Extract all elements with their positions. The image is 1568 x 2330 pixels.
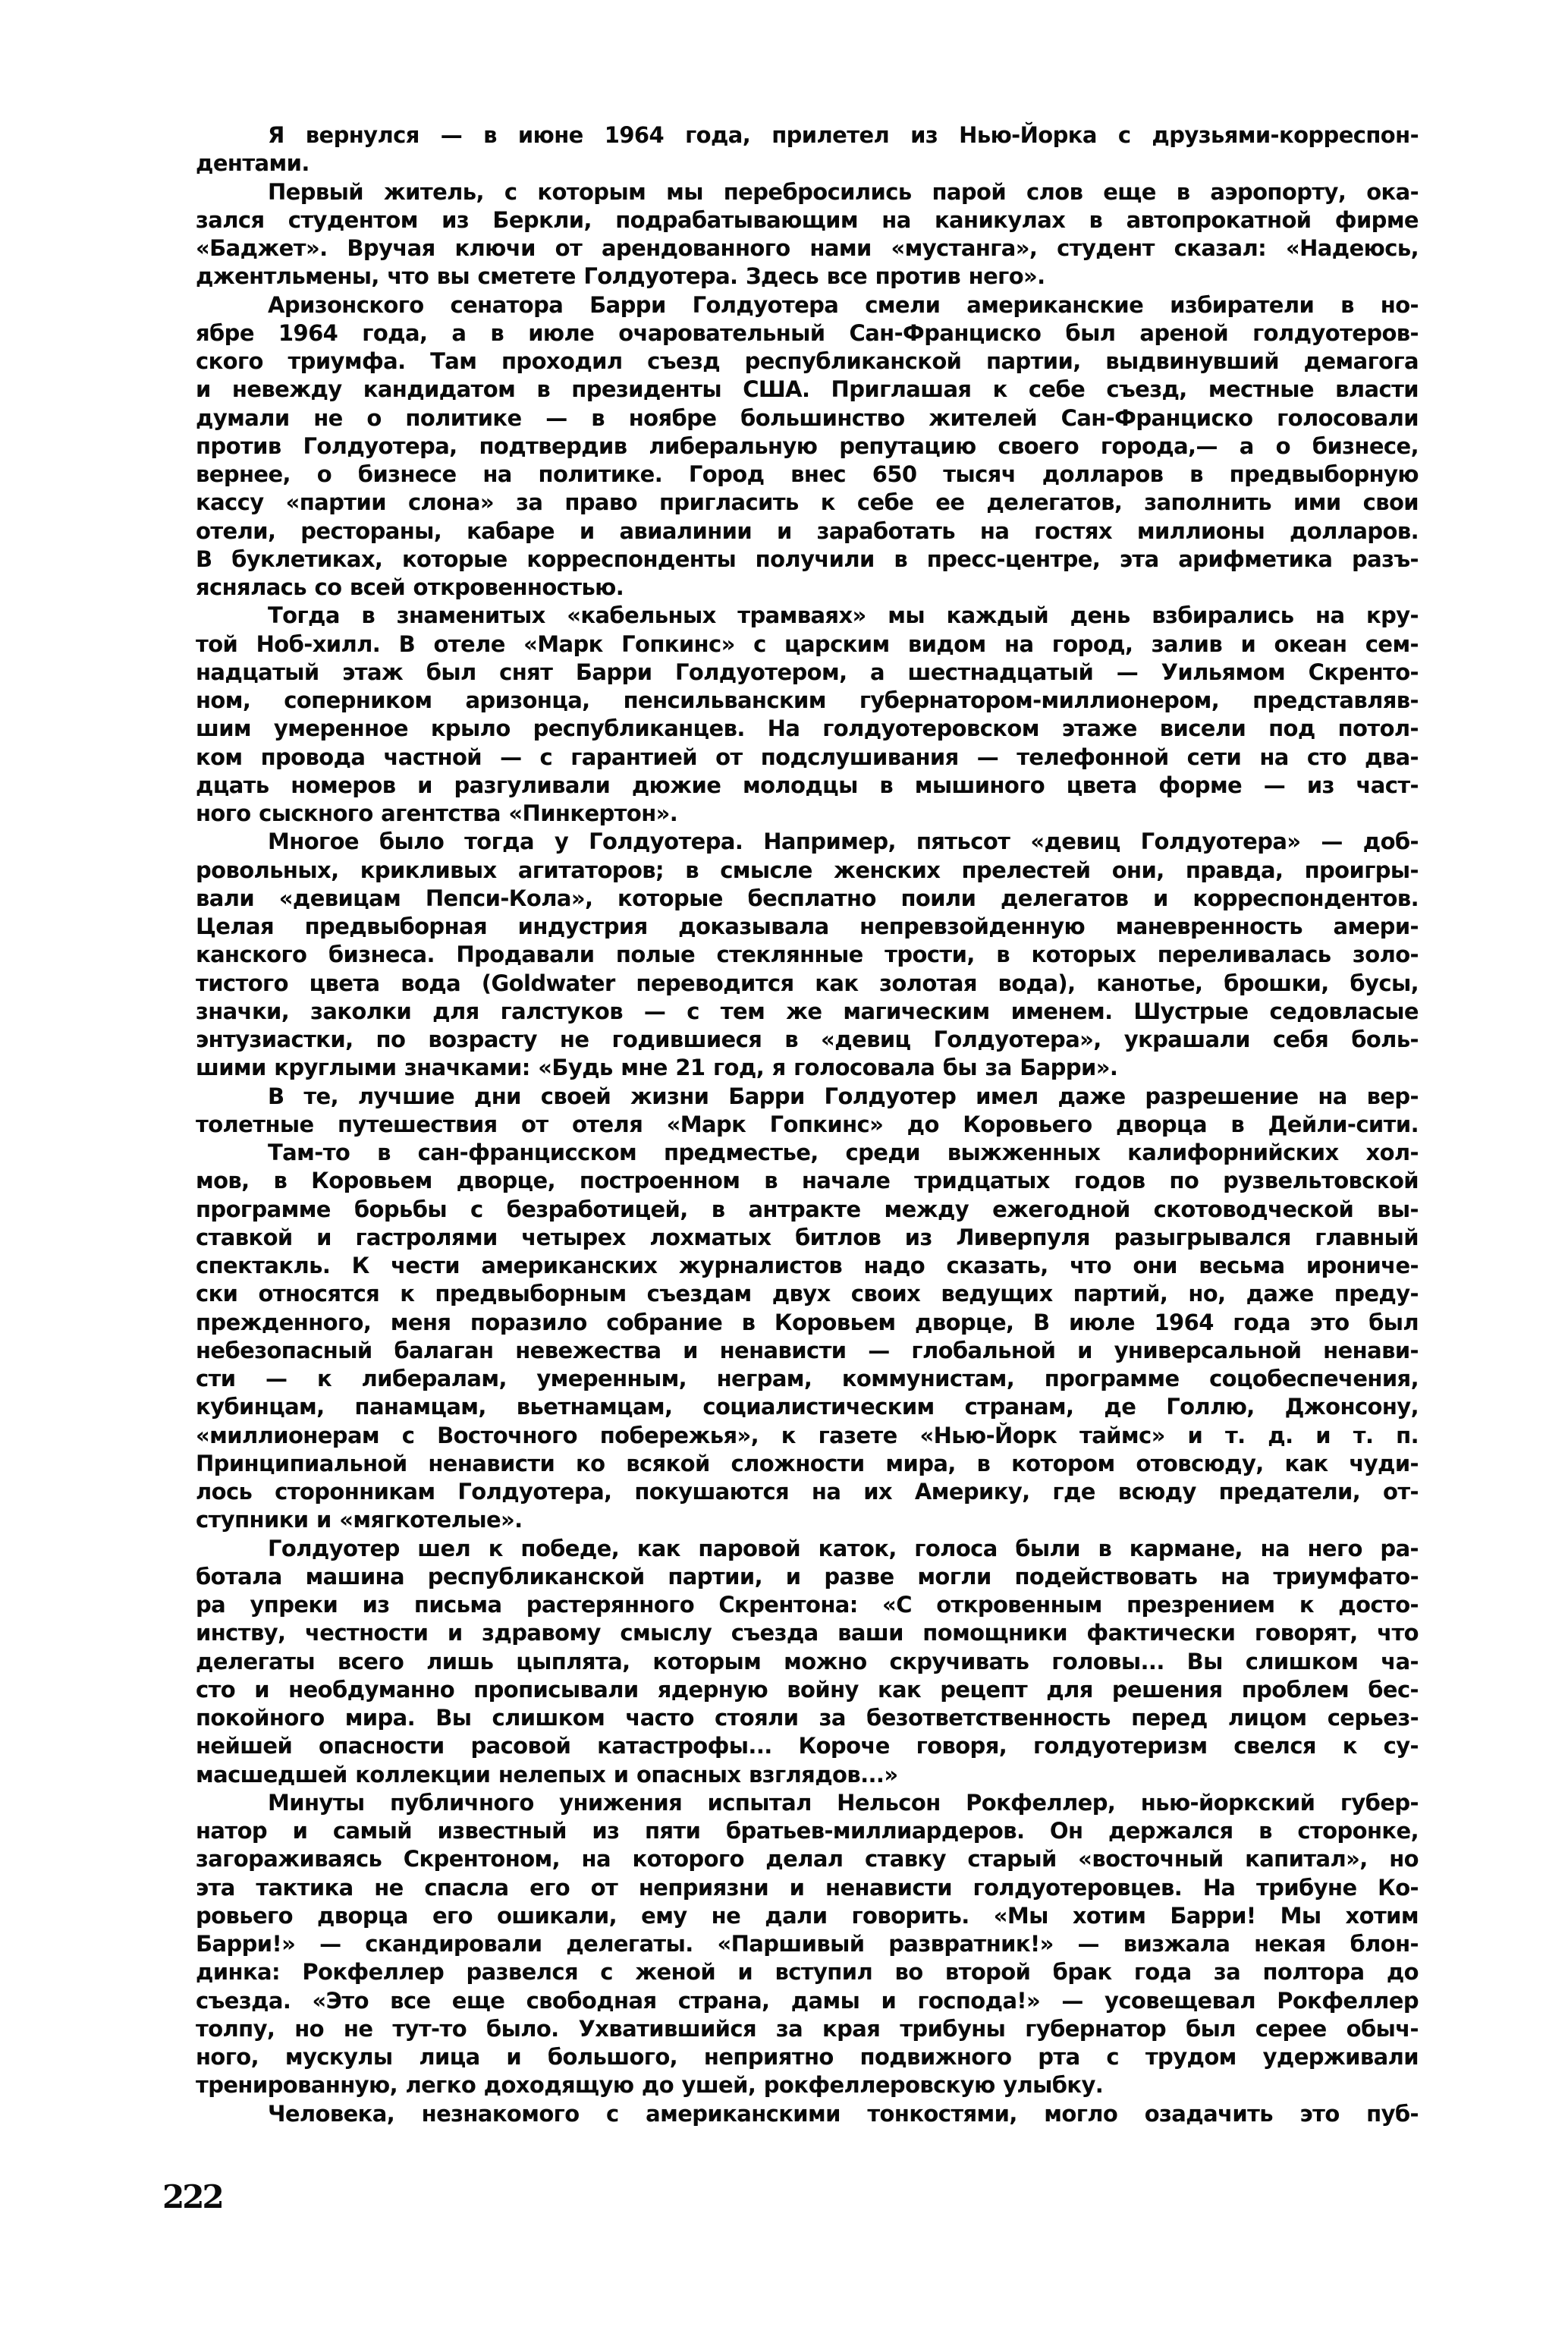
text-line: канского бизнеса. Продавали полые стеклянные трости, в которых переливалась золо- (196, 942, 1419, 968)
text-line: энтузиастки, по возрасту не годившиеся в «девиц Голдуотера», украшали себя боль- (196, 1027, 1419, 1052)
text-line: небезопасный балаган невежества и ненависти — глобальной и универсальной ненави- (196, 1337, 1419, 1363)
text-line: В те, лучшие дни своей жизни Барри Голдуотер имел даже разрешение на вер- (268, 1083, 1419, 1109)
text-line: Барри!» — скандировали делегаты. «Паршивый развратник!» — визжала некая блон- (196, 1931, 1419, 1957)
text-line: ного сыскного агентства «Пинкертон». (196, 800, 678, 826)
text-line: Там-то в сан-францисском предместье, среди выжженных калифорнийских хол- (268, 1140, 1419, 1165)
text-line: мов, в Коровьем дворце, построенном в начале тридцатых годов по рузвельтовской (196, 1168, 1419, 1194)
text-line: Принципиальной ненависти ко всякой сложности мира, в котором отовсюду, как чуди- (196, 1450, 1419, 1476)
text-line: ровольных, крикливых агитаторов; в смысле женских прелестей они, правда, проигры- (196, 857, 1419, 883)
text-line: спектакль. К чести американских журналистов надо сказать, что они весьма ирониче- (196, 1253, 1419, 1278)
text-line: отели, рестораны, кабаре и авиалинии и заработать на гостях миллионы долларов. (196, 517, 1419, 544)
text-line: Аризонского сенатора Барри Голдуотера смели американские избиратели в но- (268, 291, 1419, 318)
text-line: ского триумфа. Там проходил съезд республиканской партии, выдвинувший демагога (196, 348, 1419, 374)
text-line: прежденного, меня поразило собрание в Коровьем дворце, В июле 1964 года это был (196, 1309, 1419, 1335)
text-line: эта тактика не спасла его от неприязни и ненависти голдуотеровцев. На трибуне Ко- (196, 1874, 1419, 1901)
text-line: сто и необдуманно прописывали ядерную войну как рецепт для решения проблем бес- (196, 1676, 1419, 1703)
text-line: зался студентом из Беркли, подрабатывающим на каникулах в автопрокатной фирме (196, 206, 1419, 233)
text-line: ного, мускулы лица и большого, неприятно подвижного рта с трудом удерживали (196, 2044, 1419, 2070)
text-line: покойного мира. Вы слишком часто стояли за безответственность перед лицом серьез- (196, 1705, 1419, 1731)
text-line: шим умеренное крыло республиканцев. На голдуотеровском этаже висели под потол- (196, 715, 1419, 742)
text-line: ровьего дворца его ошикали, ему не дали говорить. «Мы хотим Барри! Мы хотим (196, 1902, 1419, 1929)
text-line: толпу, но не тут-то было. Ухватившийся за края трибуны губернатор был серее обыч- (196, 2015, 1419, 2042)
text-line: значки, заколки для галстуков — с тем же магическим именем. Шустрые седовласые (196, 998, 1419, 1024)
text-line: инству, честности и здравому смыслу съезда ваши помощники фактически говорят, что (196, 1620, 1419, 1646)
text-line: той Ноб-хилл. В отеле «Марк Гопкинс» с царским видом на город, залив и океан сем- (196, 630, 1419, 657)
text-line: «Баджет». Вручая ключи от арендованного нами «мустанга», студент сказал: «Надеюсь, (196, 235, 1419, 261)
text-line: Я вернулся — в июне 1964 года, прилетел из Нью-Йорка с друзьями-корреспон- (268, 122, 1419, 148)
text-line: Тогда в знаменитых «кабельных трамваях» мы каждый день взбирались на кру- (268, 602, 1419, 629)
page-number: 222 (162, 2178, 222, 2215)
text-line: делегаты всего лишь цыплята, которым можно скручивать головы... Вы слишком ча- (196, 1648, 1419, 1674)
text-line: Целая предвыборная индустрия доказывала непревзойденную маневренность амери- (196, 913, 1419, 939)
text-line: масшедшей коллекции нелепых и опасных взглядов...» (196, 1761, 898, 1788)
text-line: динка: Рокфеллер развелся с женой и вступил во второй брак года за полтора до (196, 1959, 1419, 1986)
text-line: кассу «партии слона» за право пригласить к себе ее делегатов, заполнить ими свои (196, 489, 1419, 516)
text-line: вернее, о бизнесе на политике. Город внес 650 тысяч долларов в предвыборную (196, 461, 1419, 487)
text-line: ном, соперником аризонца, пенсильванским губернатором-миллионером, представляв- (196, 687, 1419, 713)
text-line: Минуты публичного унижения испытал Нельсон Рокфеллер, нью-йоркский губер- (268, 1789, 1419, 1816)
text-line: против Голдуотера, подтвердив либеральную репутацию своего города,— а о бизнесе, (196, 432, 1419, 459)
text-line: кубинцам, панамцам, вьетнамцам, социалистическим странам, де Голлю, Джонсону, (196, 1394, 1419, 1420)
text-line: съезда. «Это все еще свободная страна, дамы и господа!» — усовещевал Рокфеллер (196, 1987, 1419, 2014)
text-line: В буклетиках, которые корреспонденты получили в пресс-центре, эта арифметика разъ- (196, 546, 1419, 572)
text-line: ботала машина республиканской партии, и разве могли подействовать на триумфато- (196, 1563, 1419, 1589)
text-line: Человека, незнакомого с американскими тонкостями, могло озадачить это пуб- (268, 2100, 1419, 2127)
text-line: ставкой и гастролями четырех лохматых битлов из Ливерпуля разыгрывался главный (196, 1224, 1419, 1250)
text-line: тренированную, легко доходящую до ушей, рокфеллеровскую улыбку. (196, 2072, 1104, 2099)
text-line: джентльмены, что вы сметете Голдуотера. Здесь все против него». (196, 263, 1045, 290)
text-line: сти — к либералам, умеренным, неграм, коммунистам, программе соцобеспечения, (196, 1366, 1419, 1391)
text-line: нейшей опасности расовой катастрофы... Короче говоря, голдуотеризм свелся к су- (196, 1733, 1419, 1759)
text-line: ра упреки из письма растерянного Скрентона: «С откровенным презрением к досто- (196, 1592, 1419, 1618)
text-line: «миллионерам с Восточного побережья», к газете «Нью-Йорк таймс» и т. д. и т. п. (196, 1422, 1419, 1448)
text-line: тистого цвета вода (Goldwater переводится как золотая вода), канотье, брошки, бусы, (196, 970, 1419, 996)
text-line: толетные путешествия от отеля «Марк Гопкинс» до Коровьего дворца в Дейли-сити. (196, 1111, 1419, 1137)
text-line: ски относятся к предвыборным съездам двух своих ведущих партий, но, даже преду- (196, 1281, 1419, 1307)
text-line: дцать номеров и разгуливали дюжие молодцы в мышиного цвета форме — из част- (196, 772, 1419, 798)
text-line: загораживаясь Скрентоном, на которого делал ставку старый «восточный капитал», но (196, 1846, 1419, 1872)
text-line: натор и самый известный из пяти братьев-миллиардеров. Он держался в сторонке, (196, 1818, 1419, 1844)
body-text (196, 121, 1419, 2128)
text-line: лось сторонникам Голдуотера, покушаются на их Америку, где всюду предатели, от- (196, 1479, 1419, 1505)
text-line: программе борьбы с безработицей, в антракте между ежегодной скотоводческой вы- (196, 1196, 1419, 1222)
text-line: надцатый этаж был снят Барри Голдуотером, а шестнадцатый — Уильямом Скренто- (196, 659, 1419, 685)
text-line: Голдуотер шел к победе, как паровой каток, голоса были в кармане, на него ра- (268, 1535, 1419, 1561)
text-line: ступники и «мягкотелые». (196, 1507, 523, 1533)
text-line: и невежду кандидатом в президенты США. Приглашая к себе съезд, местные власти (196, 376, 1419, 403)
text-line: ябре 1964 года, а в июле очаровательный Сан-Франциско был ареной голдуотеров- (196, 319, 1419, 346)
text-line: Первый житель, с которым мы перебросились парой слов еще в аэропорту, ока- (268, 178, 1419, 205)
text-line: вали «девицам Пепси-Кола», которые бесплатно поили делегатов и корреспондентов. (196, 885, 1419, 911)
text-line: яснялась со всей откровенностью. (196, 574, 624, 600)
text-line: ком провода частной — с гарантией от подслушивания — телефонной сети на сто два- (196, 744, 1419, 770)
text-line: шими круглыми значками: «Будь мне 21 год, я голосовала бы за Барри». (196, 1055, 1118, 1081)
text-line: Многое было тогда у Голдуотера. Например, пятьсот «девиц Голдуотера» — доб- (268, 829, 1419, 855)
text-line: думали не о политике — в ноябре большинство жителей Сан-Франциско голосовали (196, 404, 1419, 431)
text-line: дентами. (196, 150, 310, 177)
